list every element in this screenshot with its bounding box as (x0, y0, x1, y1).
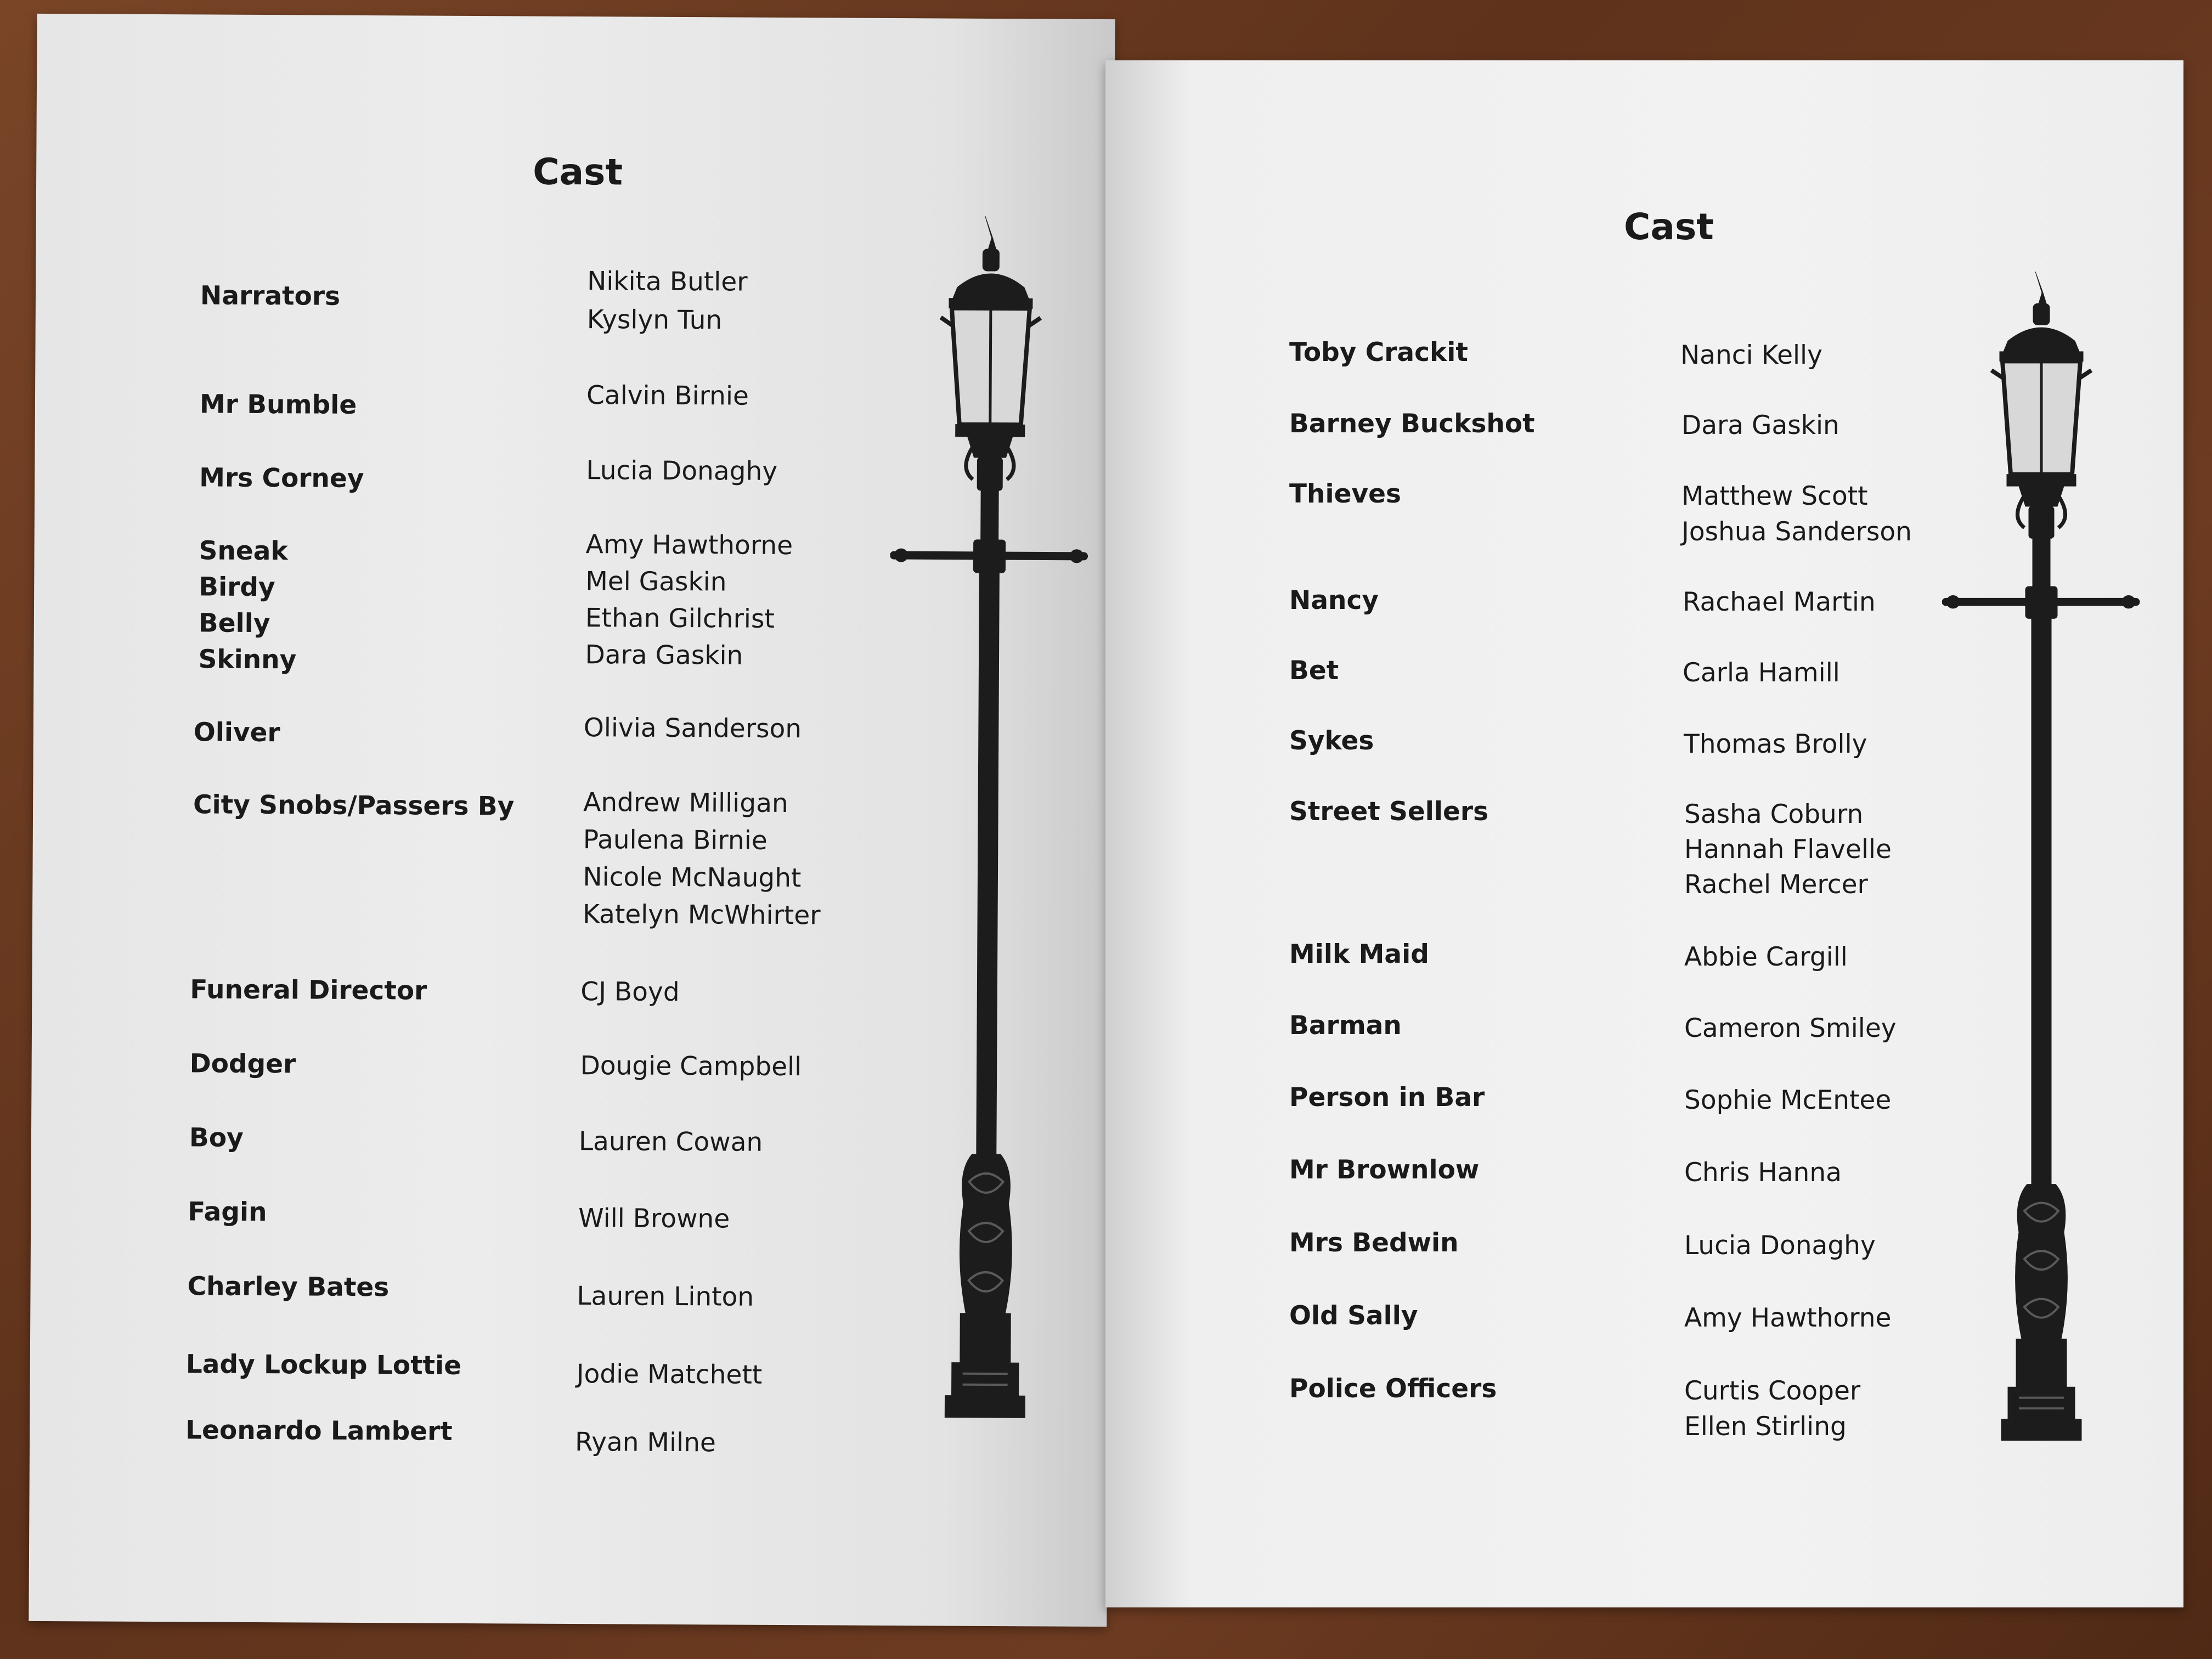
actor-name: Jodie Matchett (576, 1359, 763, 1390)
actor-name: Thomas Brolly (1684, 729, 1867, 759)
role-label: Dodger (189, 1048, 296, 1080)
actor-name: Dougie Campbell (580, 1051, 802, 1082)
actor-name: Olivia Sanderson (583, 713, 802, 744)
role-label: Bet (1289, 656, 1339, 686)
actor-name: Sasha Coburn (1684, 799, 1864, 830)
actor-name: Kyslyn Tun (586, 304, 723, 336)
actor-name: Lauren Cowan (578, 1126, 763, 1158)
role-label: Mrs Bedwin (1289, 1228, 1459, 1258)
actor-name: Ellen Stirling (1684, 1412, 1847, 1442)
role-label: Boy (189, 1122, 244, 1153)
actor-name: Will Browne (578, 1203, 730, 1234)
right-page (1105, 60, 2183, 1607)
actor-name: Matthew Scott (1681, 481, 1868, 511)
actor-name: Mel Gaskin (585, 566, 727, 597)
role-label: Barney Buckshot (1289, 409, 1535, 439)
actor-name: Nikita Butler (587, 266, 748, 297)
actor-name: Amy Hawthorne (1684, 1303, 1892, 1333)
role-label: Belly (198, 608, 270, 639)
role-label: Funeral Director (190, 974, 427, 1006)
actor-name: Carla Hamill (1683, 658, 1840, 688)
actor-name: Lucia Donaghy (586, 455, 778, 487)
role-label: Skinny (198, 644, 297, 675)
role-label: Toby Crackit (1289, 337, 1468, 368)
actor-name: Ethan Gilchrist (585, 603, 775, 634)
actor-name: Hannah Flavelle (1684, 834, 1892, 865)
actor-name: Katelyn McWhirter (582, 899, 821, 931)
actor-name: Chris Hanna (1684, 1158, 1842, 1188)
role-label: Leonardo Lambert (185, 1415, 453, 1447)
role-label: Narrators (200, 280, 341, 312)
role-label: Sykes (1289, 726, 1374, 756)
right-page-title: Cast (1624, 206, 1714, 248)
actor-name: Cameron Smiley (1684, 1013, 1897, 1043)
actor-name: Abbie Cargill (1684, 942, 1848, 972)
street-lamp-illustration (885, 216, 1101, 1429)
actor-name: Nicole McNaught (583, 862, 802, 894)
street-lamp-illustration (1942, 272, 2151, 1451)
actor-name: CJ Boyd (580, 977, 680, 1008)
role-label: Mr Bumble (199, 389, 357, 420)
actor-name: Rachael Martin (1683, 587, 1876, 617)
role-label: Fagin (188, 1197, 267, 1228)
role-label: Police Officers (1289, 1374, 1497, 1404)
role-label: Street Sellers (1289, 797, 1489, 827)
left-page-title: Cast (532, 150, 623, 194)
actor-name: Paulena Birnie (583, 825, 768, 856)
actor-name: Calvin Birnie (586, 380, 749, 411)
role-label: City Snobs/Passers By (193, 789, 515, 822)
role-label: Sneak (199, 535, 288, 567)
role-label: Barman (1289, 1011, 1402, 1041)
role-label: Birdy (199, 572, 275, 603)
actor-name: Dara Gaskin (1681, 410, 1839, 441)
role-label: Milk Maid (1289, 939, 1429, 969)
actor-name: Lauren Linton (577, 1281, 754, 1312)
role-label: Nancy (1289, 585, 1379, 616)
left-page (29, 14, 1115, 1627)
actor-name: Ryan Milne (574, 1427, 716, 1458)
actor-name: Andrew Milligan (583, 787, 788, 819)
actor-name: Lucia Donaghy (1684, 1231, 1876, 1261)
role-label: Person in Bar (1289, 1082, 1485, 1113)
role-label: Mr Brownlow (1289, 1155, 1480, 1185)
role-label: Old Sally (1289, 1301, 1418, 1331)
actor-name: Dara Gaskin (585, 640, 743, 671)
role-label: Charley Bates (187, 1271, 390, 1303)
actor-name: Amy Hawthorne (585, 529, 793, 561)
actor-name: Sophie McEntee (1684, 1085, 1892, 1115)
role-label: Lady Lockup Lottie (185, 1349, 462, 1381)
actor-name: Rachel Mercer (1684, 870, 1868, 900)
role-label: Thieves (1289, 479, 1401, 509)
role-label: Mrs Corney (199, 462, 364, 494)
role-label: Oliver (193, 717, 280, 748)
actor-name: Joshua Sanderson (1681, 517, 1912, 547)
actor-name: Nanci Kelly (1680, 340, 1822, 370)
actor-name: Curtis Cooper (1684, 1376, 1861, 1406)
